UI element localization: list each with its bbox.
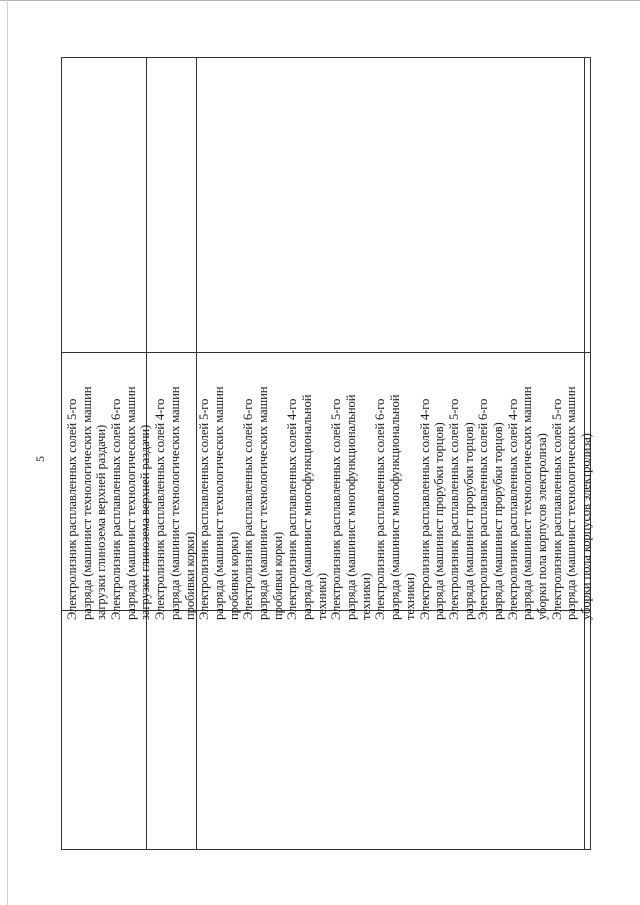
job-line: Электролизник расплавленных солей 6-го <box>109 398 124 620</box>
job-line: Электролизник расплавленных солей 5-го <box>65 398 79 620</box>
job-line: разряда (машинист прорубки торцов) <box>432 422 447 620</box>
scan-edge-top <box>0 0 640 1</box>
job-line: разряда (машинист прорубки торцов) <box>490 422 505 620</box>
job-line: уборки пола корпусов электролиза) <box>579 433 594 620</box>
job-line: техники) <box>402 573 417 620</box>
job-line: техники) <box>358 573 373 620</box>
job-line: пробивки корки) <box>182 531 197 620</box>
job-line: загрузки глинозема верхней раздачи) <box>138 424 153 620</box>
job-titles-cell <box>65 350 594 620</box>
job-line: Электролизник расплавленных солей 4-го <box>505 398 520 620</box>
job-line: разряда (машинист технологических машин <box>564 386 579 620</box>
job-line: Электролизник расплавленных солей 5-го <box>329 398 344 620</box>
job-line: пробивки корки) <box>270 531 285 620</box>
job-line: разряда (машинист технологических машин <box>520 386 535 620</box>
job-line: Электролизник расплавленных солей 4-го <box>417 398 432 620</box>
job-line: разряда (машинист многофункциональной <box>344 394 359 620</box>
job-line: Электролизник расплавленных солей 6-го <box>241 398 256 620</box>
job-line: уборки пола корпусов электролиза) <box>535 433 549 620</box>
job-line: разряда (машинист технологических машин <box>211 386 226 620</box>
scan-edge-left <box>7 0 8 905</box>
page-number: 5 <box>33 456 47 462</box>
job-line: Электролизник расплавленных солей 6-го <box>373 398 388 620</box>
job-line: техники) <box>314 573 329 620</box>
job-line: загрузки глинозема верхней раздачи) <box>94 424 109 620</box>
job-line: разряда (машинист прорубки торцов) <box>461 422 476 620</box>
job-line: Электролизник расплавленных солей 5-го <box>446 398 461 620</box>
job-line: разряда (машинист технологических машин <box>123 386 138 620</box>
job-line: Электролизник расплавленных солей 4-го <box>285 398 300 620</box>
job-line: разряда (машинист технологических машин <box>167 386 182 620</box>
job-line: разряда (машинист технологических машин <box>79 386 94 620</box>
job-line: пробивки корки) <box>226 531 241 620</box>
job-line: Электролизник расплавленных солей 5-го <box>549 398 564 620</box>
job-line: разряда (машинист многофункциональной <box>388 394 403 620</box>
job-line: разряда (машинист технологических машин <box>255 386 270 620</box>
job-line: Электролизник расплавленных солей 6-го <box>476 398 491 620</box>
job-line: Электролизник расплавленных солей 5-го <box>197 398 212 620</box>
job-line: Электролизник расплавленных солей 4-го <box>153 398 168 620</box>
job-line: разряда (машинист многофункциональной <box>300 394 314 620</box>
